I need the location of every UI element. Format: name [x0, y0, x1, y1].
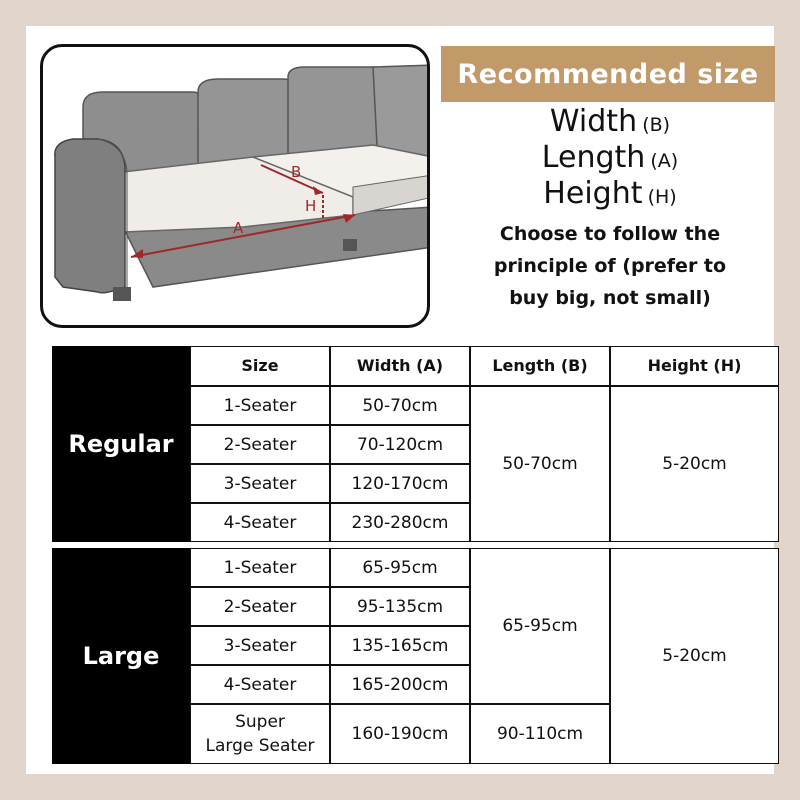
dim-word: Length — [541, 140, 646, 175]
size-cell: 4-Seater — [190, 503, 330, 542]
label-b: B — [291, 163, 302, 181]
super-length-cell: 90-110cm — [470, 704, 610, 764]
sofa-diagram — [40, 44, 430, 328]
header-height: Height (H) — [610, 346, 779, 386]
dim-height — [440, 176, 780, 211]
note-line: principle of (prefer to — [493, 255, 727, 277]
width-cell: 95-135cm — [330, 587, 470, 626]
super-line: Large Seater — [205, 736, 315, 756]
regular-length-cell: 50-70cm — [470, 386, 610, 542]
size-cell: 2-Seater — [190, 425, 330, 464]
note-line: buy big, not small) — [509, 287, 711, 309]
dim-length — [440, 140, 780, 175]
super-width-cell: 160-190cm — [330, 704, 470, 764]
regular-height-cell: 5-20cm — [610, 386, 779, 542]
width-cell: 50-70cm — [330, 386, 470, 425]
large-length-cell: 65-95cm — [470, 548, 610, 704]
size-cell: 2-Seater — [190, 587, 330, 626]
large-table — [52, 548, 779, 764]
header-size: Size — [190, 346, 330, 386]
label-h: H — [305, 197, 317, 215]
super-size-cell — [190, 704, 330, 764]
dim-word: Width — [549, 104, 638, 139]
sofa-illustration — [43, 47, 430, 328]
regular-table — [52, 346, 779, 542]
width-cell: 135-165cm — [330, 626, 470, 665]
regular-label: Regular — [52, 346, 190, 542]
size-cell: 1-Seater — [190, 548, 330, 587]
recommended-size-banner: Recommended size — [441, 46, 775, 102]
size-cell: 4-Seater — [190, 665, 330, 704]
header-width: Width (A) — [330, 346, 470, 386]
width-cell: 230-280cm — [330, 503, 470, 542]
width-cell: 65-95cm — [330, 548, 470, 587]
note-line: Choose to follow the — [499, 223, 721, 245]
large-label: Large — [52, 548, 190, 764]
width-cell: 165-200cm — [330, 665, 470, 704]
size-cell: 3-Seater — [190, 626, 330, 665]
dim-word: Height — [543, 176, 643, 211]
width-cell: 120-170cm — [330, 464, 470, 503]
width-cell: 70-120cm — [330, 425, 470, 464]
dim-code: (B) — [642, 114, 671, 136]
dim-code: (A) — [650, 150, 679, 172]
label-a: A — [233, 219, 244, 237]
size-cell: 1-Seater — [190, 386, 330, 425]
size-note — [440, 218, 780, 314]
large-height-cell: 5-20cm — [610, 548, 779, 764]
super-line: Super — [235, 712, 285, 732]
size-cell: 3-Seater — [190, 464, 330, 503]
header-length: Length (B) — [470, 346, 610, 386]
dim-width — [440, 104, 780, 139]
dim-code: (H) — [647, 186, 677, 208]
